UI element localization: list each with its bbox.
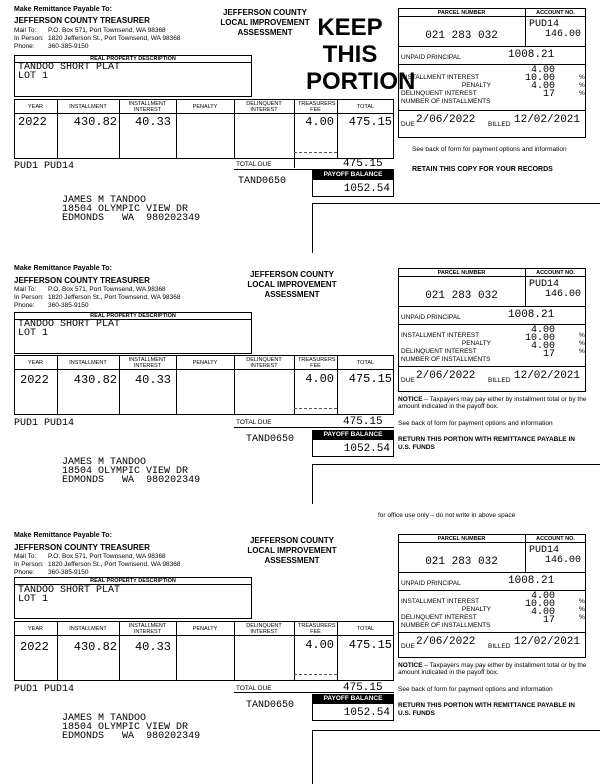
treasurer-name: JEFFERSON COUNTY TREASURER [14,543,150,552]
due-date: 2/06/2022 [416,636,476,648]
account-header: ACCOUNT NO. [536,10,575,16]
pud-codes: PUD1 PUD14 [14,161,75,172]
keep-this-portion: KEEP THIS PORTION [306,14,416,95]
mail-label: Mail To: [14,286,37,293]
assessment-title: JEFFERSON COUNTY LOCAL IMPROVEMENT ASSESSMENT [247,536,337,565]
row-year: 2022 [20,373,49,387]
payoff-label: PAYOFF BALANCE [312,430,394,439]
header-treasurers-fee: TREASURERS FEE [298,623,336,635]
remit-title: Make Remittance Payable To: [14,6,112,13]
return-portion-note: RETURN THIS PORTION WITH REMITTANCE PAYABLE IN U.S. FUNDS [398,436,575,451]
see-back-note: See back of form for payment options and information [398,420,553,427]
assessment-title: JEFFERSON COUNTY LOCAL IMPROVEMENT ASSESSMENT [247,270,337,299]
header-delinquent-interest: DELINQUENT INTEREST [246,357,282,369]
property-line2: LOT 1 [18,71,49,82]
parcel-number: 021 283 032 [425,556,498,568]
due-label: DUE [401,121,415,128]
phone-number: 360-385-9150 [48,302,89,309]
parcel-header: PARCEL NUMBER [437,270,486,276]
payoff-amount: 1052.54 [343,707,390,719]
mail-address: P.O. Box 571, Port Townsend, WA 98368 [48,553,166,560]
property-line1: TANDOO SHORT PLAT [18,319,121,330]
header-treasurers-fee: TREASURERS FEE [298,101,336,113]
row-treasurers-fee: 4.00 [305,115,334,129]
parcel-number: 021 283 032 [425,290,498,302]
phone-label: Phone: [14,302,35,309]
header-penalty: PENALTY [192,360,218,366]
parcel-values: 4.00 10.00 4.00 17 [524,325,555,360]
tand-code: TAND0650 [238,176,287,187]
property-header: REAL PROPERTY DESCRIPTION [90,578,176,584]
parcel-number: 021 283 032 [425,30,498,42]
penalty-label: PENALTY [461,82,491,89]
addressee-city-line: EDMONDS WA 980202349 [62,213,201,224]
inst-interest-label: INSTALLMENT INTEREST [401,332,480,339]
billed-date: 12/02/2021 [514,114,581,126]
property-line1: TANDOO SHORT PLAT [18,62,121,73]
parcel-header: PARCEL NUMBER [437,10,486,16]
remit-title: Make Remittance Payable To: [14,265,112,272]
payoff-amount: 1052.54 [343,443,390,455]
header-installment-interest: INSTALLMENT INTEREST [128,357,167,369]
num-installments-label: NUMBER OF INSTALLMENTS [401,98,491,105]
assessment-title: JEFFERSON COUNTY LOCAL IMPROVEMENT ASSESSMENT [220,8,310,37]
penalty-label: PENALTY [461,606,491,613]
addressee [62,196,200,223]
pud-codes: PUD1 PUD14 [14,684,75,695]
payoff-label: PAYOFF BALANCE [312,170,394,179]
header-installment-interest: INSTALLMENT INTEREST [128,101,167,113]
header-installment: INSTALLMENT [69,626,107,632]
payoff-amount: 1052.54 [343,183,390,195]
row-treasurers-fee: 4.00 [305,372,334,386]
in-person-label: In Person: [14,561,44,568]
billed-label: BILLED [488,121,511,128]
header-installment: INSTALLMENT [69,104,107,110]
row-installment-interest: 40.33 [134,640,171,654]
penalty-label: PENALTY [461,340,491,347]
billed-date: 12/02/2021 [514,370,581,382]
billed-date: 12/02/2021 [514,636,581,648]
in-person-address: 1820 Jefferson St., Port Townsend, WA 98368 [48,294,181,301]
header-penalty: PENALTY [192,626,218,632]
retain-copy-note: RETAIN THIS COPY FOR YOUR RECORDS [412,166,553,173]
header-year: YEAR [28,626,43,632]
phone-label: Phone: [14,569,35,576]
header-year: YEAR [28,360,43,366]
percent-signs: % % % [579,74,585,97]
principal-label: UNPAID PRINCIPAL [401,314,461,321]
due-label: DUE [401,643,415,650]
row-installment-interest: 40.33 [134,115,171,129]
header-penalty: PENALTY [192,104,218,110]
row-total: 475.15 [348,638,392,652]
inst-interest-label: INSTALLMENT INTEREST [401,598,480,605]
property-header: REAL PROPERTY DESCRIPTION [90,313,176,319]
in-person-label: In Person: [14,35,44,42]
phone-label: Phone: [14,43,35,50]
row-year: 2022 [20,640,49,654]
mail-label: Mail To: [14,27,37,34]
account-number: PUD14 146.00 [529,279,581,300]
billed-label: BILLED [488,377,511,384]
principal-label: UNPAID PRINCIPAL [401,54,461,61]
row-installment: 430.82 [73,115,117,129]
total-due-amount: 475.15 [343,158,383,170]
header-total: TOTAL [356,360,375,366]
remit-title: Make Remittance Payable To: [14,532,112,539]
header-total: TOTAL [356,626,375,632]
billed-label: BILLED [488,643,511,650]
in-person-address: 1820 Jefferson St., Port Townsend, WA 98368 [48,35,181,42]
header-delinquent-interest: DELINQUENT INTEREST [246,101,282,113]
principal-amount: 1008.21 [508,309,555,321]
treasurer-name: JEFFERSON COUNTY TREASURER [14,16,150,25]
due-date: 2/06/2022 [416,114,476,126]
row-installment: 430.82 [73,373,117,387]
tand-code: TAND0650 [246,700,295,711]
row-installment: 430.82 [73,640,117,654]
mail-label: Mail To: [14,553,37,560]
property-header: REAL PROPERTY DESCRIPTION [90,56,176,62]
inst-interest-label: INSTALLMENT INTEREST [401,74,480,81]
total-due-amount: 475.15 [343,682,383,694]
office-use-note: for office use only – do not write in above space [378,512,516,519]
total-due-label: TOTAL DUE [236,419,272,426]
due-label: DUE [401,377,415,384]
in-person-address: 1820 Jefferson St., Port Townsend, WA 98368 [48,561,181,568]
addressee-street: 18504 OLYMPIC VIEW DR [62,204,189,215]
tand-code: TAND0650 [246,434,295,445]
account-header: ACCOUNT NO. [536,270,575,276]
parcel-values: 4.00 10.00 4.00 17 [524,591,555,626]
header-treasurers-fee: TREASURERS FEE [298,357,336,369]
mail-address: P.O. Box 571, Port Townsend, WA 98368 [48,27,166,34]
notice-text: NOTICE – Taxpayers may pay either by installment total or by the amount indicated in the payoff box. [398,396,587,410]
delinquent-label: DELINQUENT INTEREST [401,614,477,621]
num-installments-label: NUMBER OF INSTALLMENTS [401,622,491,629]
payoff-label: PAYOFF BALANCE [312,694,394,703]
row-treasurers-fee: 4.00 [305,638,334,652]
total-due-label: TOTAL DUE [236,161,272,168]
row-installment-interest: 40.33 [134,373,171,387]
total-due-label: TOTAL DUE [236,685,272,692]
delinquent-label: DELINQUENT INTEREST [401,348,477,355]
principal-amount: 1008.21 [508,49,555,61]
header-installment-interest: INSTALLMENT INTEREST [128,623,167,635]
phone-number: 360-385-9150 [48,43,89,50]
header-delinquent-interest: DELINQUENT INTEREST [246,623,282,635]
treasurer-name: JEFFERSON COUNTY TREASURER [14,276,150,285]
delinquent-label: DELINQUENT INTEREST [401,90,477,97]
percent-signs: % % % [579,332,585,355]
row-total: 475.15 [348,115,392,129]
parcel-header: PARCEL NUMBER [437,536,486,542]
principal-label: UNPAID PRINCIPAL [401,580,461,587]
mail-address: P.O. Box 571, Port Townsend, WA 98368 [48,286,166,293]
see-back-note: See back of form for payment options and information [398,686,553,693]
row-year: 2022 [18,115,47,129]
row-total: 475.15 [348,372,392,386]
header-installment: INSTALLMENT [69,360,107,366]
property-line1: TANDOO SHORT PLAT [18,585,121,596]
pud-codes: PUD1 PUD14 [14,418,75,429]
num-installments-label: NUMBER OF INSTALLMENTS [401,356,491,363]
addressee-name: JAMES M TANDOO [62,195,147,206]
phone-number: 360-385-9150 [48,569,89,576]
due-date: 2/06/2022 [416,370,476,382]
parcel-values: 4.00 10.00 4.00 17 [524,65,555,100]
in-person-label: In Person: [14,294,44,301]
total-due-amount: 475.15 [343,416,383,428]
addressee: JAMES M TANDOO 18504 OLYMPIC VIEW DR EDMONDS WA 980202349 [62,713,201,742]
see-back-note: See back of form for payment options and information [412,146,567,153]
addressee: JAMES M TANDOO 18504 OLYMPIC VIEW DR EDMONDS WA 980202349 [62,457,201,486]
principal-amount: 1008.21 [508,575,555,587]
account-header: ACCOUNT NO. [536,536,575,542]
account-number: PUD14 146.00 [529,545,581,566]
return-portion-note: RETURN THIS PORTION WITH REMITTANCE PAYABLE IN U.S. FUNDS [398,702,575,717]
property-line2: LOT 1 [18,594,49,605]
account-number: PUD14 146.00 [529,19,581,40]
notice-text: NOTICE – Taxpayers may pay either by installment total or by the amount indicated in the payoff box. [398,662,587,676]
header-total: TOTAL [356,104,375,110]
header-year: YEAR [28,104,43,110]
percent-signs: % % % [579,598,585,621]
property-line2: LOT 1 [18,328,49,339]
